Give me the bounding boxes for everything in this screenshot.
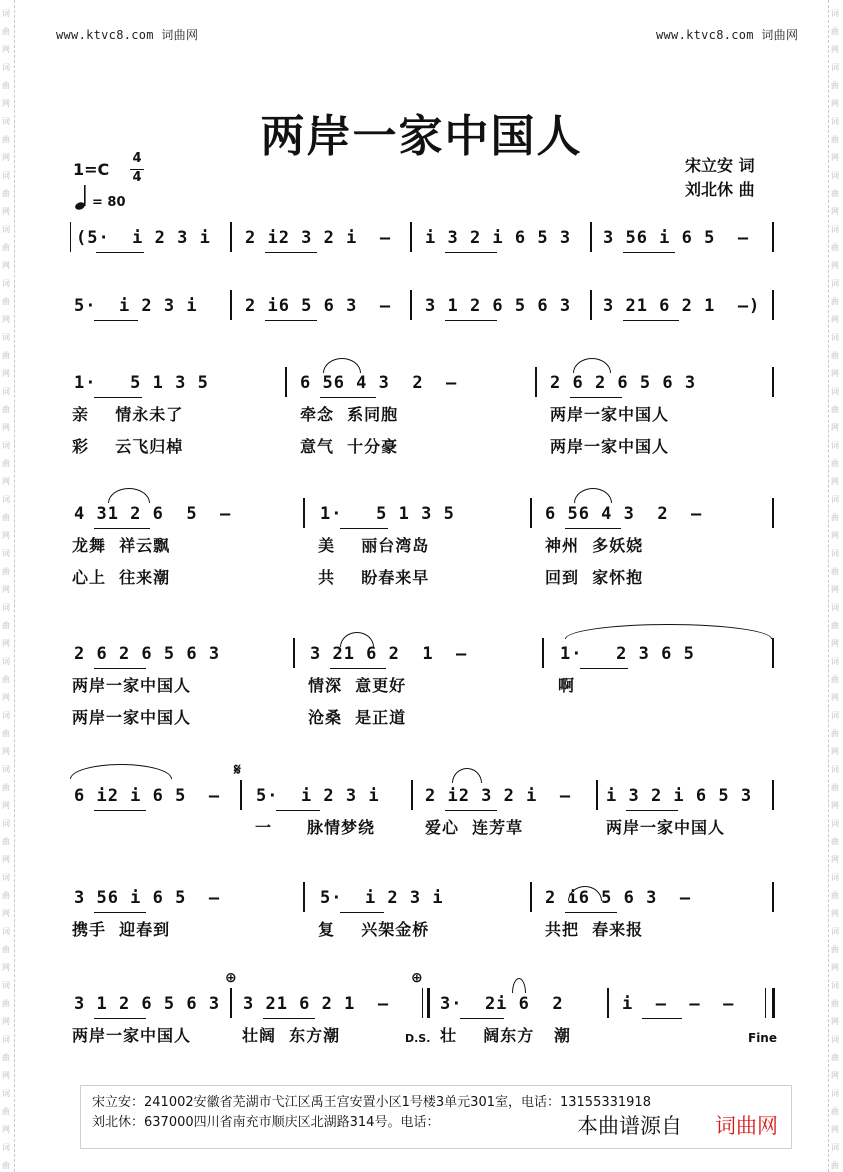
barline [427, 988, 430, 1018]
lyric-verse-1: 壮阔 东方潮 [242, 1026, 341, 1045]
lyric-verse-2: 两岸一家中国人 [72, 708, 192, 727]
watermark-char: 曲 [831, 405, 839, 414]
watermark-char: 词 [2, 927, 10, 936]
watermark-char: 网 [2, 477, 10, 486]
watermark-char: 词 [831, 279, 839, 288]
lyric-verse-2: 共 盼春来早 [318, 568, 430, 587]
watermark-char: 网 [2, 261, 10, 270]
key-signature: 1=C [73, 160, 110, 179]
barline [303, 882, 305, 912]
watermark-char: 曲 [2, 837, 10, 846]
watermark-char: 词 [2, 171, 10, 180]
watermark-char: 曲 [2, 189, 10, 198]
tempo-marking: = 80 [92, 195, 126, 210]
watermark-char: 词 [831, 9, 839, 18]
watermark-char: 曲 [831, 135, 839, 144]
beam-line [623, 320, 679, 321]
beam-line [580, 668, 628, 669]
watermark-char: 网 [2, 801, 10, 810]
barline [596, 780, 598, 810]
watermark-char: 词 [2, 117, 10, 126]
beam-line [320, 397, 376, 398]
measure-notes: i – – – [622, 994, 735, 1014]
measure-notes: 5· i 2 3 i [320, 888, 444, 908]
beam-line [94, 320, 138, 321]
watermark-char: 曲 [831, 1107, 839, 1116]
watermark-char: 词 [2, 1035, 10, 1044]
watermark-char: 网 [2, 1071, 10, 1080]
watermark-char: 曲 [2, 1053, 10, 1062]
barline [765, 988, 766, 1018]
barline [230, 222, 232, 252]
watermark-char: 网 [2, 153, 10, 162]
barline [410, 222, 412, 252]
measure-notes: 5· i 2 3 i [74, 296, 198, 316]
watermark-char: 曲 [831, 189, 839, 198]
slur-arc [574, 488, 612, 503]
measure-notes: (5· i 2 3 i [76, 228, 211, 248]
watermark-char: 词 [2, 549, 10, 558]
barline [410, 290, 412, 320]
lyric-verse-1: 亲 情永未了 [72, 405, 184, 424]
beam-line [263, 1018, 315, 1019]
barline [530, 882, 532, 912]
watermark-char: 词 [831, 225, 839, 234]
watermark-char: 曲 [2, 135, 10, 144]
watermark-char: 词 [831, 63, 839, 72]
beam-line [445, 320, 497, 321]
barline [230, 290, 232, 320]
lyricist-credit: 宋立安 词 [685, 156, 755, 175]
watermark-char: 曲 [831, 297, 839, 306]
staff-row [0, 371, 843, 481]
watermark-char: 词 [2, 495, 10, 504]
barline [772, 882, 774, 912]
beam-line [265, 320, 317, 321]
composer-contact: 刘北休：637000四川省南充市顺庆区北湖路314号。电话： [92, 1115, 440, 1130]
watermark-char: 曲 [831, 783, 839, 792]
watermark-char: 词 [831, 171, 839, 180]
watermark-char: 词 [2, 765, 10, 774]
watermark-char: 词 [831, 657, 839, 666]
staff-row [0, 502, 843, 612]
watermark-char: 词 [2, 225, 10, 234]
lyric-verse-1: 脉情梦绕 [307, 818, 376, 837]
watermark-char: 词 [2, 1143, 10, 1152]
watermark-char: 曲 [831, 837, 839, 846]
quarter-note-icon [74, 183, 94, 211]
watermark-char: 曲 [2, 459, 10, 468]
watermark-char: 曲 [2, 729, 10, 738]
barline [772, 638, 774, 668]
watermark-char: 曲 [2, 621, 10, 630]
lyric-verse-1: 美 丽台湾岛 [318, 536, 430, 555]
watermark-char: 网 [2, 99, 10, 108]
beam-line [445, 810, 497, 811]
watermark-char: 曲 [831, 621, 839, 630]
barline [772, 988, 775, 1018]
watermark-char: 网 [831, 1017, 839, 1026]
watermark-char: 词 [2, 1089, 10, 1098]
measure-notes: 3 21 6 2 1 – [310, 644, 468, 664]
beam-line [445, 252, 497, 253]
watermark-char: 词 [2, 981, 10, 990]
coda-mark: ⊕ [225, 970, 237, 986]
beam-line [570, 397, 622, 398]
watermark-char: 网 [831, 477, 839, 486]
lyric-verse-1: 啊 [558, 676, 576, 695]
measure-notes: 1· 2 3 6 5 [560, 644, 695, 664]
watermark-char: 词 [2, 441, 10, 450]
beam-line [276, 810, 320, 811]
watermark-char: 网 [2, 423, 10, 432]
beam-line [340, 912, 384, 913]
watermark-char: 曲 [2, 891, 10, 900]
barline [772, 290, 774, 320]
watermark-char: 曲 [831, 27, 839, 36]
lyric-verse-1: 神州 多妖娆 [545, 536, 644, 555]
watermark-char: 网 [2, 639, 10, 648]
measure-notes: 6 56 4 3 2 – [545, 504, 703, 524]
measure-notes: 3 56 i 6 5 – [603, 228, 750, 248]
barline [772, 367, 774, 397]
barline [230, 988, 232, 1018]
beam-line [642, 1018, 682, 1019]
watermark-char: 曲 [2, 675, 10, 684]
lyric-verse-1: 一 [255, 818, 273, 837]
measure-notes: 3 56 i 6 5 – [74, 888, 221, 908]
beam-line [94, 912, 146, 913]
barline [293, 638, 295, 668]
watermark-char: 曲 [831, 243, 839, 252]
watermark-char: 词 [2, 603, 10, 612]
beam-line [94, 810, 146, 811]
staff-row [0, 784, 843, 894]
lyric-verse-1: 情深 意更好 [308, 676, 407, 695]
watermark-char: 网 [831, 315, 839, 324]
lyric-verse-1: 壮 阔东方 潮 [440, 1026, 571, 1045]
watermark-char: 曲 [831, 351, 839, 360]
barline [590, 290, 592, 320]
watermark-char: 词 [831, 819, 839, 828]
lyric-verse-2: 心上 往来潮 [72, 568, 171, 587]
barline [240, 780, 242, 810]
watermark-char: 词 [831, 1143, 839, 1152]
watermark-char: 曲 [831, 675, 839, 684]
watermark-char: 曲 [831, 945, 839, 954]
measure-notes: 4 31 2 6 5 – [74, 504, 232, 524]
lyric-verse-1: 共把 春来报 [545, 920, 644, 939]
measure-notes: 3 1 2 6 5 6 3 [74, 994, 221, 1014]
slur-arc [340, 632, 374, 647]
lyric-verse-2: 两岸一家中国人 [550, 437, 670, 456]
lyric-verse-1: 复 兴架金桥 [318, 920, 430, 939]
watermark-char: 网 [2, 1017, 10, 1026]
lyric-verse-1: 两岸一家中国人 [72, 676, 192, 695]
barline [422, 988, 423, 1018]
watermark-char: 网 [831, 693, 839, 702]
watermark-char: 曲 [831, 567, 839, 576]
watermark-char: 曲 [2, 1107, 10, 1116]
watermark-char: 网 [831, 369, 839, 378]
beam-line [340, 528, 388, 529]
measure-notes: 3 21 6 2 1 – [243, 994, 390, 1014]
watermark-char: 曲 [2, 999, 10, 1008]
song-title: 两岸一家中国人 [260, 111, 583, 162]
watermark-char: 网 [2, 855, 10, 864]
fine-mark: Fine [748, 1031, 777, 1045]
measure-notes: 2 i2 3 2 i – [425, 786, 572, 806]
source-site-link[interactable]: 词曲网 [715, 1114, 778, 1138]
watermark-char: 网 [831, 531, 839, 540]
beam-line [565, 912, 617, 913]
measure-notes: 5· i 2 3 i [256, 786, 380, 806]
watermark-char: 网 [831, 963, 839, 972]
lyric-verse-1: 两岸一家中国人 [606, 818, 726, 837]
beam-line [330, 668, 386, 669]
watermark-char: 曲 [831, 81, 839, 90]
slur-arc [452, 768, 482, 783]
barline [607, 988, 609, 1018]
beam-line [626, 810, 678, 811]
segno-mark: 𝄋 [234, 760, 241, 779]
barline [542, 638, 544, 668]
watermark-char: 网 [831, 801, 839, 810]
measure-notes: 2 i6 5 6 3 – [545, 888, 692, 908]
lyric-verse-1: 爱心 连芳草 [425, 818, 524, 837]
watermark-char: 网 [831, 207, 839, 216]
staff-row [0, 639, 843, 752]
watermark-char: 网 [2, 693, 10, 702]
slur-arc [70, 764, 172, 779]
watermark-char: 曲 [2, 513, 10, 522]
beam-line [565, 528, 621, 529]
site-url-left[interactable]: www.ktvc8.com 词曲网 [56, 28, 199, 42]
barline [772, 780, 774, 810]
watermark-char: 网 [831, 99, 839, 108]
watermark-char: 网 [831, 909, 839, 918]
beam-line [94, 668, 146, 669]
watermark-char: 网 [831, 261, 839, 270]
barline [70, 222, 71, 252]
watermark-char: 词 [831, 873, 839, 882]
watermark-char: 曲 [2, 945, 10, 954]
measure-notes: i 3 2 i 6 5 3 [425, 228, 572, 248]
ds-mark: D.S. [405, 1032, 431, 1045]
measure-notes: 3· 2i 6 2 [440, 994, 564, 1014]
measure-notes: i 3 2 i 6 5 3 [606, 786, 753, 806]
watermark-char: 曲 [831, 459, 839, 468]
watermark-char: 词 [2, 711, 10, 720]
beam-line [623, 252, 675, 253]
watermark-char: 词 [2, 63, 10, 72]
measure-notes: 6 i2 i 6 5 – [74, 786, 221, 806]
watermark-char: 网 [831, 423, 839, 432]
barline [303, 498, 305, 528]
lyric-verse-1: 携手 迎春到 [72, 920, 171, 939]
watermark-char: 网 [831, 45, 839, 54]
watermark-char: 网 [2, 585, 10, 594]
watermark-char: 曲 [831, 1161, 839, 1170]
watermark-char: 曲 [831, 891, 839, 900]
watermark-char: 曲 [2, 567, 10, 576]
slur-arc [565, 624, 772, 639]
beam-line [94, 528, 150, 529]
barline [535, 367, 537, 397]
watermark-char: 词 [2, 873, 10, 882]
lyric-verse-1: 龙舞 祥云飘 [72, 536, 171, 555]
lyricist-contact: 宋立安：241002安徽省芜湖市弋江区禹王宫安置小区1号楼3单元301室，电话：13155331918 [92, 1095, 651, 1110]
watermark-char: 网 [2, 1125, 10, 1134]
measure-notes: 1· 5 1 3 5 [74, 373, 209, 393]
barline [285, 367, 287, 397]
watermark-char: 曲 [2, 405, 10, 414]
barline [772, 222, 774, 252]
watermark-char: 曲 [2, 351, 10, 360]
watermark-char: 词 [2, 657, 10, 666]
watermark-char: 网 [831, 585, 839, 594]
time-signature-top: 4 [132, 151, 142, 166]
barline [530, 498, 532, 528]
lyric-verse-2: 意气 十分豪 [300, 437, 399, 456]
watermark-char: 词 [831, 603, 839, 612]
watermark-char: 网 [2, 207, 10, 216]
watermark-char: 曲 [831, 513, 839, 522]
watermark-char: 网 [831, 153, 839, 162]
watermark-char: 词 [831, 441, 839, 450]
time-signature-bottom: 4 [132, 170, 142, 185]
lyric-verse-2: 彩 云飞归棹 [72, 437, 184, 456]
watermark-char: 词 [831, 711, 839, 720]
watermark-char: 词 [831, 927, 839, 936]
coda-mark: ⊕ [411, 970, 423, 986]
watermark-char: 网 [2, 45, 10, 54]
watermark-char: 曲 [2, 27, 10, 36]
watermark-char: 曲 [2, 783, 10, 792]
beam-line [94, 1018, 146, 1019]
beam-line [94, 397, 142, 398]
watermark-char: 曲 [831, 1053, 839, 1062]
measure-notes: 3 21 6 2 1 –) [603, 296, 761, 316]
watermark-char: 曲 [2, 243, 10, 252]
measure-notes: 2 6 2 6 5 6 3 [74, 644, 221, 664]
watermark-char: 网 [831, 639, 839, 648]
watermark-char: 网 [831, 747, 839, 756]
watermark-char: 词 [2, 279, 10, 288]
beam-line [96, 252, 144, 253]
watermark-char: 词 [831, 495, 839, 504]
lyric-verse-1: 两岸一家中国人 [550, 405, 670, 424]
watermark-char: 曲 [2, 81, 10, 90]
watermark-char: 曲 [831, 729, 839, 738]
contact-info [92, 1093, 651, 1133]
measure-notes: 3 1 2 6 5 6 3 [425, 296, 572, 316]
measure-notes: 6 56 4 3 2 – [300, 373, 458, 393]
beam-line [460, 1018, 504, 1019]
measure-notes: 2 i2 3 2 i – [245, 228, 392, 248]
barline [411, 780, 413, 810]
measure-notes: 2 i6 5 6 3 – [245, 296, 392, 316]
site-url-right[interactable]: www.ktvc8.com 词曲网 [656, 28, 799, 42]
watermark-char: 词 [831, 981, 839, 990]
watermark-char: 网 [831, 1071, 839, 1080]
composer-credit: 刘北休 曲 [685, 180, 755, 199]
watermark-char: 曲 [2, 1161, 10, 1170]
watermark-char: 网 [2, 963, 10, 972]
watermark-char: 词 [831, 1089, 839, 1098]
watermark-char: 词 [2, 333, 10, 342]
watermark-char: 词 [831, 117, 839, 126]
watermark-char: 词 [831, 549, 839, 558]
barline [772, 498, 774, 528]
lyric-verse-2: 沧桑 是正道 [308, 708, 407, 727]
beam-line [265, 252, 317, 253]
watermark-char: 网 [2, 315, 10, 324]
watermark-char: 词 [831, 333, 839, 342]
watermark-char: 词 [831, 1035, 839, 1044]
watermark-char: 网 [2, 909, 10, 918]
watermark-char: 网 [2, 369, 10, 378]
lyric-verse-1: 牵念 系同胞 [300, 405, 399, 424]
watermark-char: 曲 [2, 297, 10, 306]
barline [590, 222, 592, 252]
source-label: 本曲谱源自 [577, 1114, 682, 1138]
watermark-char: 网 [831, 855, 839, 864]
lyric-verse-1: 两岸一家中国人 [72, 1026, 192, 1045]
measure-notes: 1· 5 1 3 5 [320, 504, 455, 524]
watermark-char: 网 [2, 747, 10, 756]
watermark-char: 词 [831, 765, 839, 774]
watermark-char: 词 [2, 387, 10, 396]
watermark-char: 词 [2, 819, 10, 828]
watermark-char: 曲 [831, 999, 839, 1008]
watermark-char: 网 [831, 1125, 839, 1134]
watermark-char: 词 [2, 9, 10, 18]
lyric-verse-2: 回到 家怀抱 [545, 568, 644, 587]
watermark-char: 词 [831, 387, 839, 396]
measure-notes: 2 6 2 6 5 6 3 [550, 373, 697, 393]
watermark-char: 网 [2, 531, 10, 540]
slur-arc [108, 488, 150, 503]
